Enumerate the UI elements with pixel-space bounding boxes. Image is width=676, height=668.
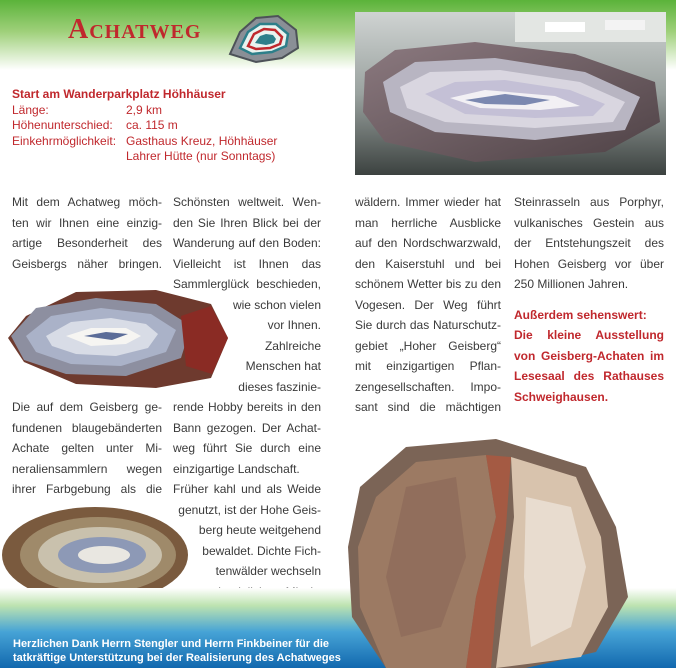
text-line: bewaldet. Dichte Fich-: [202, 543, 321, 558]
text-line: zengesellschaften. Impo-: [355, 379, 501, 394]
text-line: weg führt Sie durch eine: [173, 441, 321, 455]
text-line: 250 Millionen Jahren.: [514, 277, 629, 291]
text-line: der Entstehungszeit des: [514, 236, 664, 250]
text-line: Steinrasseln aus Porphyr,: [514, 195, 664, 209]
info-row: [12, 103, 277, 119]
text-line: Sie durch das Naturschutz-: [355, 318, 501, 332]
text-line: wäldern. Immer wieder hat: [355, 195, 501, 209]
text-line: vor Ihnen.: [267, 318, 321, 332]
text-line: tenwälder wechseln: [215, 564, 321, 578]
info-row: [12, 149, 277, 165]
text-line: Sammlerglück beschieden,: [173, 277, 321, 291]
info-value: ca. 115 m: [126, 118, 178, 132]
text-column-3: [355, 192, 501, 418]
text-line: schönem Wetter bis zu den: [355, 277, 501, 291]
text-line: dieses faszinie-: [238, 379, 321, 394]
info-key: Höhenunterschied:: [12, 118, 113, 132]
text-line: Früher kahl und als Weide: [173, 482, 321, 496]
text-line: vulkanisches Gestein aus: [514, 215, 664, 230]
info-value: Gasthaus Kreuz, Höhhäuser: [126, 133, 278, 148]
text-line: Geisbergs näher bringen.: [12, 256, 162, 271]
text-column-2: [173, 192, 321, 602]
text-line: Achate gelten unter Mi-: [12, 441, 162, 455]
info-row: [12, 118, 277, 134]
text-line: Wanderung auf den Boden:: [173, 236, 321, 250]
exhibit-line: Schweighausen.: [514, 389, 609, 404]
text-line: Vielleicht ist Ihnen das: [173, 256, 321, 271]
text-column-1b: [12, 397, 162, 500]
text-line: Hohen Geisberg vor über: [514, 256, 664, 271]
info-key: Einkehrmöglichkeit:: [12, 133, 117, 148]
text-line: gebiet „Hoher Geisberg“: [355, 338, 501, 353]
text-line: Die auf dem Geisberg ge-: [12, 400, 162, 414]
text-line: wie schon vielen: [232, 297, 321, 312]
text-line: mit einzigartigen Pflan-: [355, 359, 501, 373]
acknowledgement-line: Herzlichen Dank Herrn Stengler und Herrn Finkbeiner für die: [13, 638, 330, 650]
info-key: [12, 149, 126, 165]
text-line: auf den Nordschwarzwald,: [355, 236, 501, 250]
route-start-heading: Start am Wanderparkplatz Höhhäuser: [12, 87, 226, 101]
text-line: ihrer Farbgebung als die: [12, 482, 162, 496]
text-line: den Kaiserstuhl und bei: [355, 256, 501, 271]
spacer: [514, 295, 664, 305]
info-row: [12, 134, 277, 150]
text-line: sant sind die mächtigen: [355, 400, 501, 414]
agate-rock-photo: [346, 437, 630, 668]
text-line: Menschen hat: [245, 359, 321, 373]
text-line: rende Hobby bereits in den: [173, 400, 321, 414]
info-key: Länge:: [12, 102, 49, 117]
info-value: Lahrer Hütte (nur Sonntags): [126, 149, 276, 163]
text-line: Vogesen. Der Weg führt: [355, 297, 501, 312]
acknowledgement-text: [13, 637, 341, 665]
text-line: Zahlreiche: [264, 338, 321, 353]
text-line: man herrliche Ausblicke: [355, 215, 501, 230]
text-line: ten wir Ihnen eine einzig-: [12, 215, 162, 230]
exhibit-line: Lesesaal des Rathauses: [514, 369, 664, 383]
text-column-4: [514, 192, 664, 407]
text-column-1a: [12, 192, 162, 274]
acknowledgement-line: tatkräftige Unterstützung bei der Realisierung des Achatweges: [13, 652, 341, 664]
text-line: neraliensammlern wegen: [12, 461, 162, 476]
text-line: Schönsten weltweit. Wen-: [173, 195, 321, 209]
text-line: genutzt, ist der Hohe Geis-: [178, 502, 321, 517]
page-title: Achatweg: [68, 14, 202, 45]
agate-display-photo: [355, 12, 666, 175]
exhibit-heading: Außerdem sehenswert:: [514, 307, 647, 322]
text-line: fundenen blaugebänderten: [12, 420, 162, 435]
agate-logo-icon: [226, 10, 302, 66]
exhibit-line: Die kleine Ausstellung: [514, 328, 664, 342]
text-line: artige Besonderheit des: [12, 236, 162, 250]
text-line: Bann gezogen. Der Achat-: [173, 420, 321, 435]
text-line: berg heute weitgehend: [198, 523, 321, 537]
route-info: [12, 87, 277, 165]
text-line: Mit dem Achatweg möch-: [12, 195, 162, 209]
info-value: 2,9 km: [126, 102, 163, 117]
text-line: den Sie Ihren Blick bei der: [173, 215, 321, 230]
text-line: einzigartige Landschaft.: [173, 461, 300, 476]
exhibit-line: von Geisberg-Achaten im: [514, 348, 664, 363]
